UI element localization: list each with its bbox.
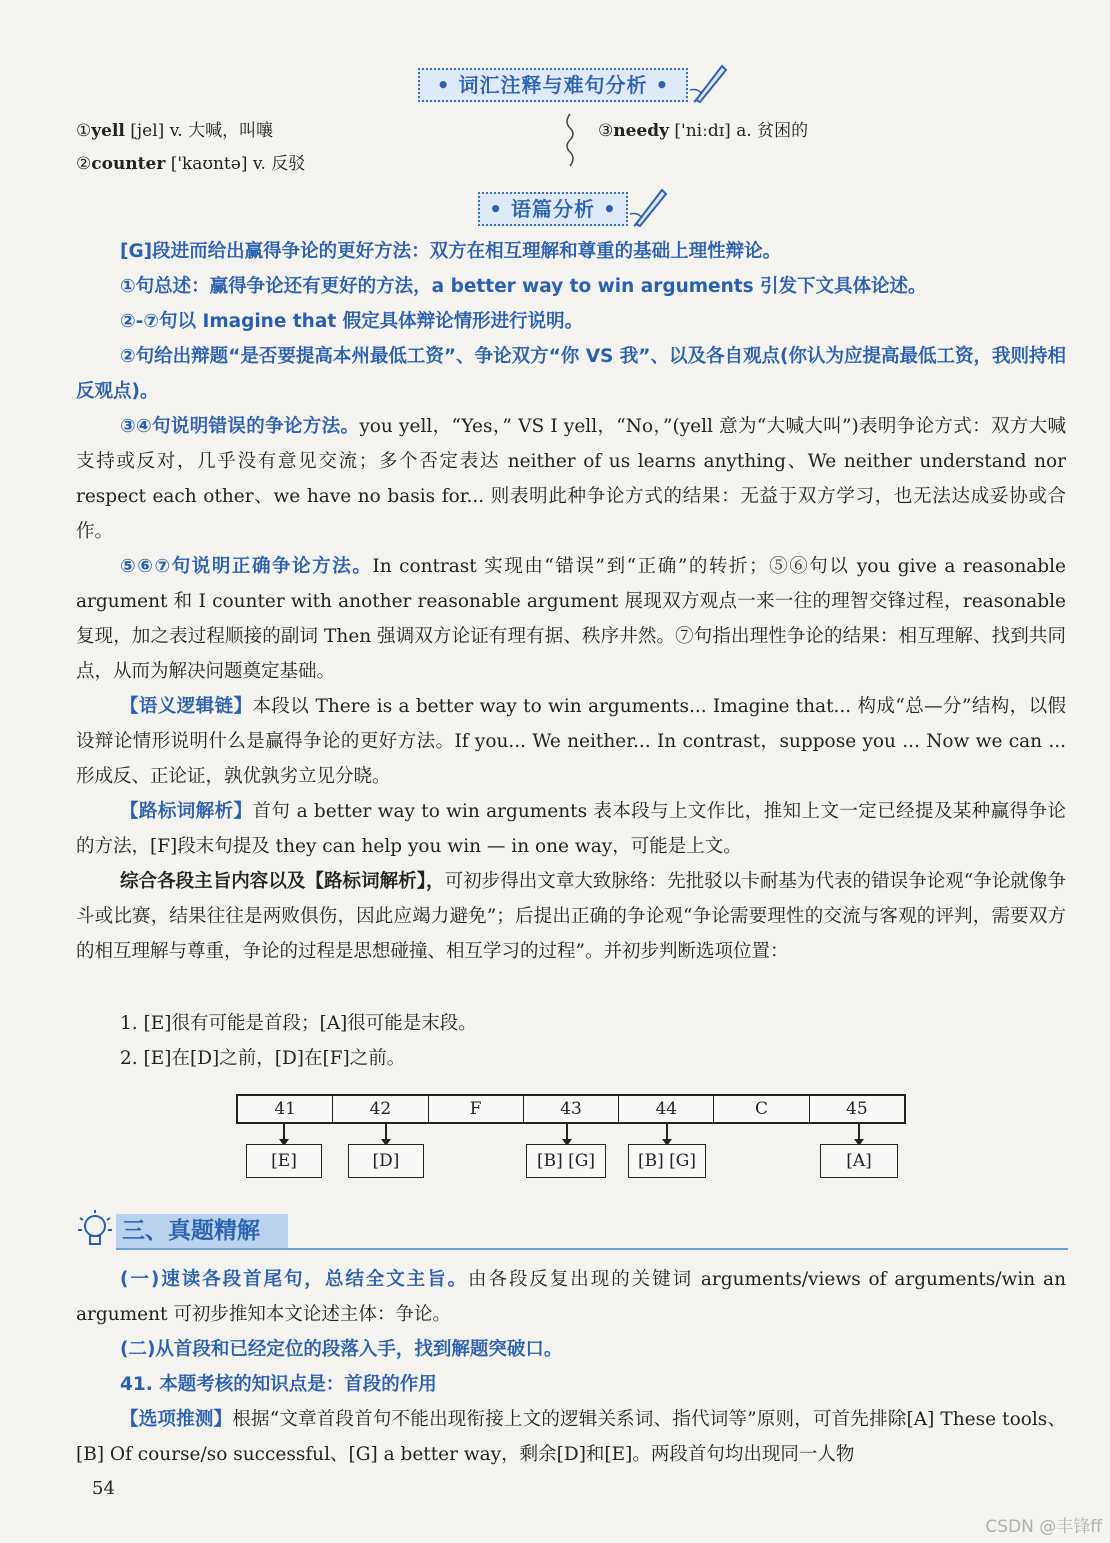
option-box: [A] [820,1144,898,1178]
vocab-item-counter [76,149,305,174]
position-diagram [236,1094,906,1124]
paragraph-body: 本段以 There is a better way to win arguments... Imagine that... 构成“总—分”结构，以假设辩论情形说明什么是赢得争论的更好方法。If you... We neither... In contrast，suppose you ... Now we can ... 形成反、正论证，孰优孰劣立见分晓。 [76,696,1066,787]
vocab-section-header: • 词汇注释与难句分析 • [418,68,688,102]
vocab-word: needy [613,121,670,141]
watermark: CSDN @丰锋ff [985,1517,1102,1537]
section-step-2: (二)从首段和已经定位的段落入手，找到解题突破口。 [120,1339,563,1360]
semantic-logic-chain [76,689,1066,794]
paragraph-heading: 【语义逻辑链】 [120,696,253,717]
analysis-sentence-1: ①句总述：赢得争论还有更好的方法，a better way to win arguments 引发下文具体论述。 [120,276,927,297]
pen-icon [688,60,728,104]
option-box: [E] [246,1144,322,1178]
vocab-number: ② [76,154,92,174]
arrow-down-icon [858,1124,860,1144]
diagram-cell: 44 [619,1096,714,1122]
diagram-cell: 42 [333,1096,428,1122]
vocab-item-yell [76,116,273,141]
paragraph-heading: 【路标词解析】 [120,801,253,822]
analysis-summary: [G]段进而给出赢得争论的更好方法：双方在相互理解和尊重的基础上理性辩论。 [120,241,782,262]
paragraph-heading: ③④句说明错误的争论方法。 [120,416,360,437]
analysis-sentence-3-4 [76,409,1066,549]
vocab-number: ③ [598,121,614,141]
vocab-definition: ['kaʊntə] v. 反驳 [170,154,306,174]
diagram-cell: 45 [846,1099,868,1119]
signpost-analysis [76,794,1066,864]
paragraph-body: 首句 a better way to win arguments 表本段与上文作比，推知上文一定已经提及某种赢得争论的方法，[F]段末句提及 they can help you win — in one way，可能是上文。 [76,801,1066,857]
vocab-word: yell [91,121,125,141]
vocab-word: counter [91,154,166,174]
lightbulb-icon [76,1208,114,1252]
paragraph-body: In contrast 实现由“错误”到“正确”的转折；⑤⑥句以 you give a reasonable argument 和 I counter with another reasonable argument 展现双方观点一来一往的理智交锋过程，reasonable 复现，加之表过程顺接的副词 Then 强调双方论证有理有据、秩序井然。⑦句指出理性争论的结果：相互理解、找到共同点，从而为解决问题奠定基础。 [76,556,1066,682]
paragraph-heading: 【选项推测】 [120,1409,233,1430]
paragraph-body: 根据“文章首段首句不能出现衔接上文的逻辑关系词、指代词等”原则，可首先排除[A] These tools、[B] Of course/so successful、[G] a better way，剩余[D]和[E]。两段首句均出现同一人物 [76,1409,1066,1465]
analysis-sentence-2: ②句给出辩题“是否要提高本州最低工资”、争论双方“你 VS 我”、以及各自观点(你认为应提高最低工资，我则持相反观点)。 [76,346,1066,402]
paragraph-heading: 综合各段主旨内容以及【路标词解析】， [120,871,445,892]
vocab-definition: [jel] v. 大喊，叫嚷 [130,121,274,141]
paragraph-body: 可初步得出文章大致脉络：先批驳以卡耐基为代表的错误争论观“争论就像争斗或比赛，结果往往是两败俱伤，因此应竭力避免”；后提出正确的争论观“争论需要理性的交流与客观的评判，需要双方的相互理解与尊重，争论的过程是思想碰撞、相互学习的过程”。并初步判断选项位置： [76,871,1066,962]
diagram-cell: 43 [524,1096,619,1122]
arrow-down-icon [385,1124,387,1144]
pen-icon [628,184,668,228]
option-box: [D] [348,1144,424,1178]
section-step-1 [76,1262,1066,1332]
vocab-number: ① [76,121,92,141]
section-divider [116,1248,1068,1250]
paragraph-heading: (一)速读各段首尾句，总结全文主旨。 [120,1269,469,1290]
list-item: 2. [E]在[D]之前，[D]在[F]之前。 [120,1048,406,1069]
wave-divider [564,112,576,175]
paragraph-body: 由各段反复出现的关键词 arguments/views of arguments/win an argument 可初步推知本文论述主体：争论。 [76,1269,1066,1325]
paragraph-body: you yell，“Yes，” VS I yell，“No，”(yell 意为“大喊大叫”)表明争论方式：双方大喊支持或反对，几乎没有意见交流；多个否定表达 neither of us learns anything、We neither understand nor respect each other、we have no basis for... 则表明此种争论方式的结果：无益于双方学习，也无法达成妥协或合作。 [76,416,1066,542]
arrow-down-icon [283,1124,285,1144]
diagram-cell: F [429,1096,524,1122]
section-title: 三、真题精解 [116,1214,288,1248]
list-item: 1. [E]很有可能是首段；[A]很可能是末段。 [120,1013,477,1034]
vocab-definition: ['niːdɪ] a. 贫困的 [674,121,809,141]
analysis-sentence-5-7 [76,549,1066,689]
paragraph-heading: ⑤⑥⑦句说明正确争论方法。 [120,556,373,577]
overall-structure [76,864,1066,969]
vocab-item-needy [598,116,808,141]
option-box: [B] [G] [526,1144,606,1178]
analysis-sentence-2-7: ②-⑦句以 Imagine that 假定具体辩论情形进行说明。 [120,311,584,332]
option-inference [76,1402,1066,1472]
option-box: [B] [G] [628,1144,706,1178]
diagram-cell: C [714,1096,809,1122]
arrow-down-icon [666,1124,668,1144]
page-number: 54 [92,1478,115,1499]
question-41-heading: 41. 本题考核的知识点是：首段的作用 [120,1374,437,1395]
diagram-cell: 41 [238,1096,333,1122]
arrow-down-icon [566,1124,568,1144]
discourse-section-header: • 语篇分析 • [478,192,628,226]
